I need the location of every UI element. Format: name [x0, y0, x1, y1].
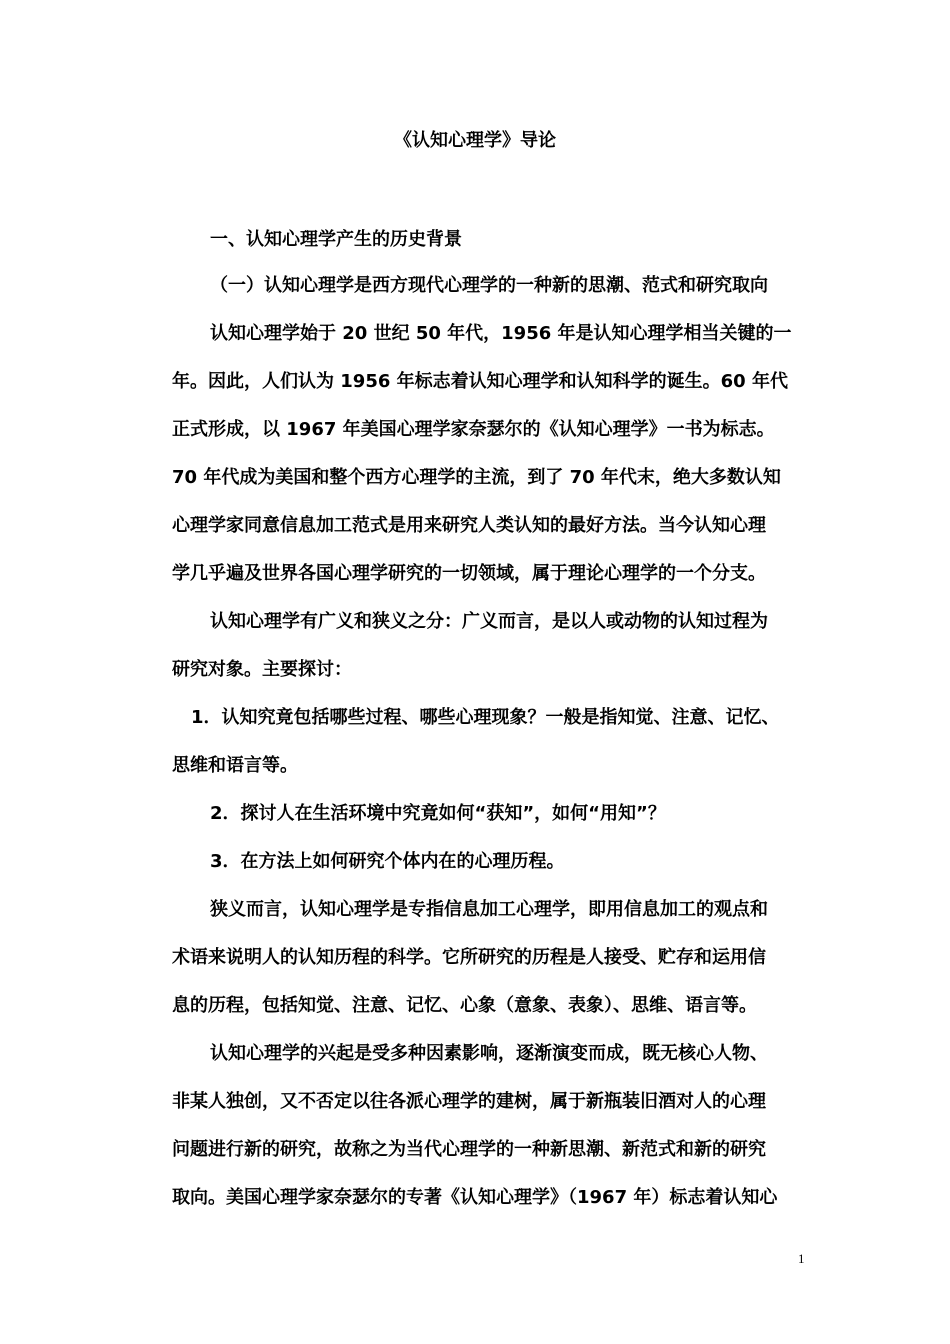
paragraph-1-line-4: 70 年代成为美国和整个西方心理学的主流，到了 70 年代末，绝大多数认知: [172, 467, 781, 488]
paragraph-4-line-2: 非某人独创，又不否定以往各派心理学的建树，属于新瓶装旧酒对人的心理: [172, 1091, 766, 1112]
list-item-1-line-2: 思维和语言等。: [172, 755, 298, 776]
paragraph-4-line-3: 问题进行新的研究，故称之为当代心理学的一种新思潮、新范式和新的研究: [172, 1139, 766, 1160]
list-item-3: 3．在方法上如何研究个体内在的心理历程。: [210, 851, 565, 872]
document-title: 《认知心理学》导论: [394, 130, 556, 151]
section-heading: 一、认知心理学产生的历史背景: [210, 229, 462, 250]
paragraph-1-line-3: 正式形成，以 1967 年美国心理学家奈瑟尔的《认知心理学》一书为标志。: [172, 419, 775, 440]
paragraph-1-line-2: 年。因此，人们认为 1956 年标志着认知心理学和认知科学的诞生。60 年代: [172, 371, 788, 392]
list-item-2: 2．探讨人在生活环境中究竟如何“获知”，如何“用知”？: [210, 803, 666, 824]
paragraph-3-line-2: 术语来说明人的认知历程的科学。它所研究的历程是人接受、贮存和运用信: [172, 947, 766, 968]
paragraph-4-line-1: 认知心理学的兴起是受多种因素影响，逐渐演变而成，既无核心人物、: [210, 1043, 768, 1064]
list-item-1-line-1: 1．认知究竟包括哪些过程、哪些心理现象？一般是指知觉、注意、记忆、: [191, 707, 780, 728]
paragraph-4-line-4: 取向。美国心理学家奈瑟尔的专著《认知心理学》（1967 年）标志着认知心: [172, 1187, 778, 1208]
page-number: 1: [798, 1251, 805, 1266]
paragraph-3-line-3: 息的历程，包括知觉、注意、记忆、心象（意象、表象）、思维、语言等。: [172, 995, 757, 1016]
paragraph-2-line-2: 研究对象。主要探讨：: [172, 659, 352, 680]
paragraph-1-line-5: 心理学家同意信息加工范式是用来研究人类认知的最好方法。当今认知心理: [172, 515, 766, 536]
paragraph-2-line-1: 认知心理学有广义和狭义之分：广义而言，是以人或动物的认知过程为: [210, 611, 768, 632]
subsection-heading: （一）认知心理学是西方现代心理学的一种新的思潮、范式和研究取向: [210, 275, 768, 296]
paragraph-3-line-1: 狭义而言，认知心理学是专指信息加工心理学，即用信息加工的观点和: [210, 899, 768, 920]
paragraph-1-line-1: 认知心理学始于 20 世纪 50 年代，1956 年是认知心理学相当关键的一: [210, 323, 792, 344]
paragraph-1-line-6: 学几乎遍及世界各国心理学研究的一切领域，属于理论心理学的一个分支。: [172, 563, 766, 584]
